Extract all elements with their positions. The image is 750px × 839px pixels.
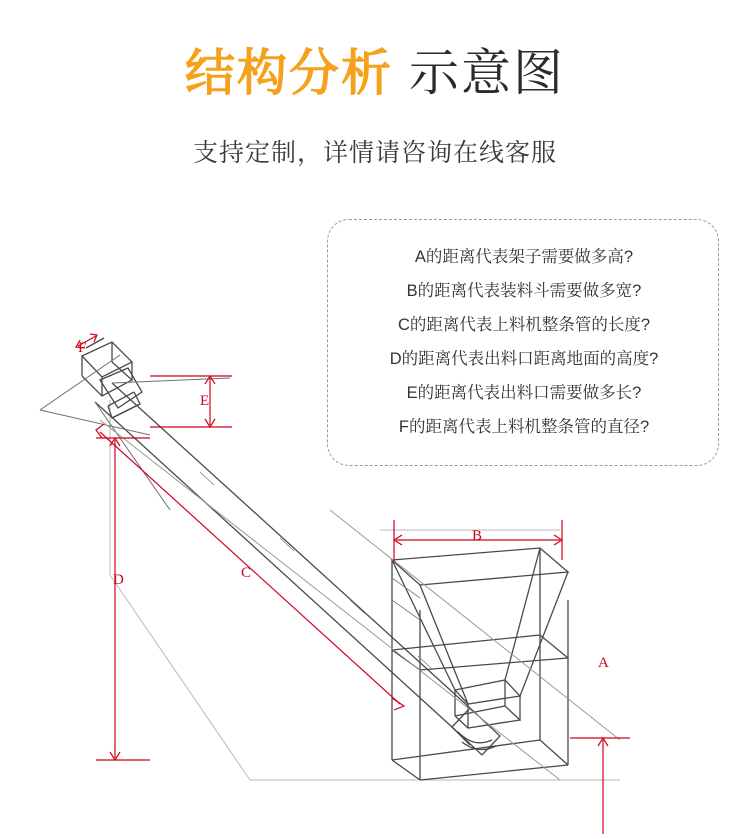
dimension-label-A: A [598, 655, 609, 671]
legend-item: A的距离代表架子需要做多高? [414, 248, 634, 266]
legend-item: B的距离代表装料斗需要做多宽? [406, 282, 642, 300]
projection-rays [40, 355, 230, 510]
guide-lines [100, 420, 620, 780]
page-title-accent: 结构分析 [185, 45, 394, 101]
legend-item: E的距离代表出料口需要做多长? [406, 384, 642, 402]
diagram-svg [0, 180, 750, 834]
dimension-label-D: D [113, 572, 124, 588]
legend-item: C的距离代表上料机整条管的长度? [397, 316, 651, 334]
dimension-label-C: C [241, 565, 252, 581]
legend-item: F的距离代表上料机整条管的直径? [398, 418, 650, 436]
dimension-label-E: E [200, 393, 210, 409]
screw-conveyor-diagram [0, 180, 750, 834]
page-subtitle: 支持定制，详情请咨询在线客服 [192, 139, 557, 167]
construction-lines [110, 400, 620, 780]
discharge-head [82, 338, 142, 418]
screw-conveyor-tube [95, 383, 500, 755]
page-title-plain: 示意图 [408, 45, 565, 101]
page-title [0, 46, 750, 101]
dimension-lines [76, 334, 630, 834]
dimension-label-F: F [78, 340, 87, 356]
dimension-label-B: B [472, 528, 483, 544]
legend-item: D的距离代表出料口距离地面的高度? [389, 350, 659, 368]
feed-hopper [392, 548, 568, 728]
